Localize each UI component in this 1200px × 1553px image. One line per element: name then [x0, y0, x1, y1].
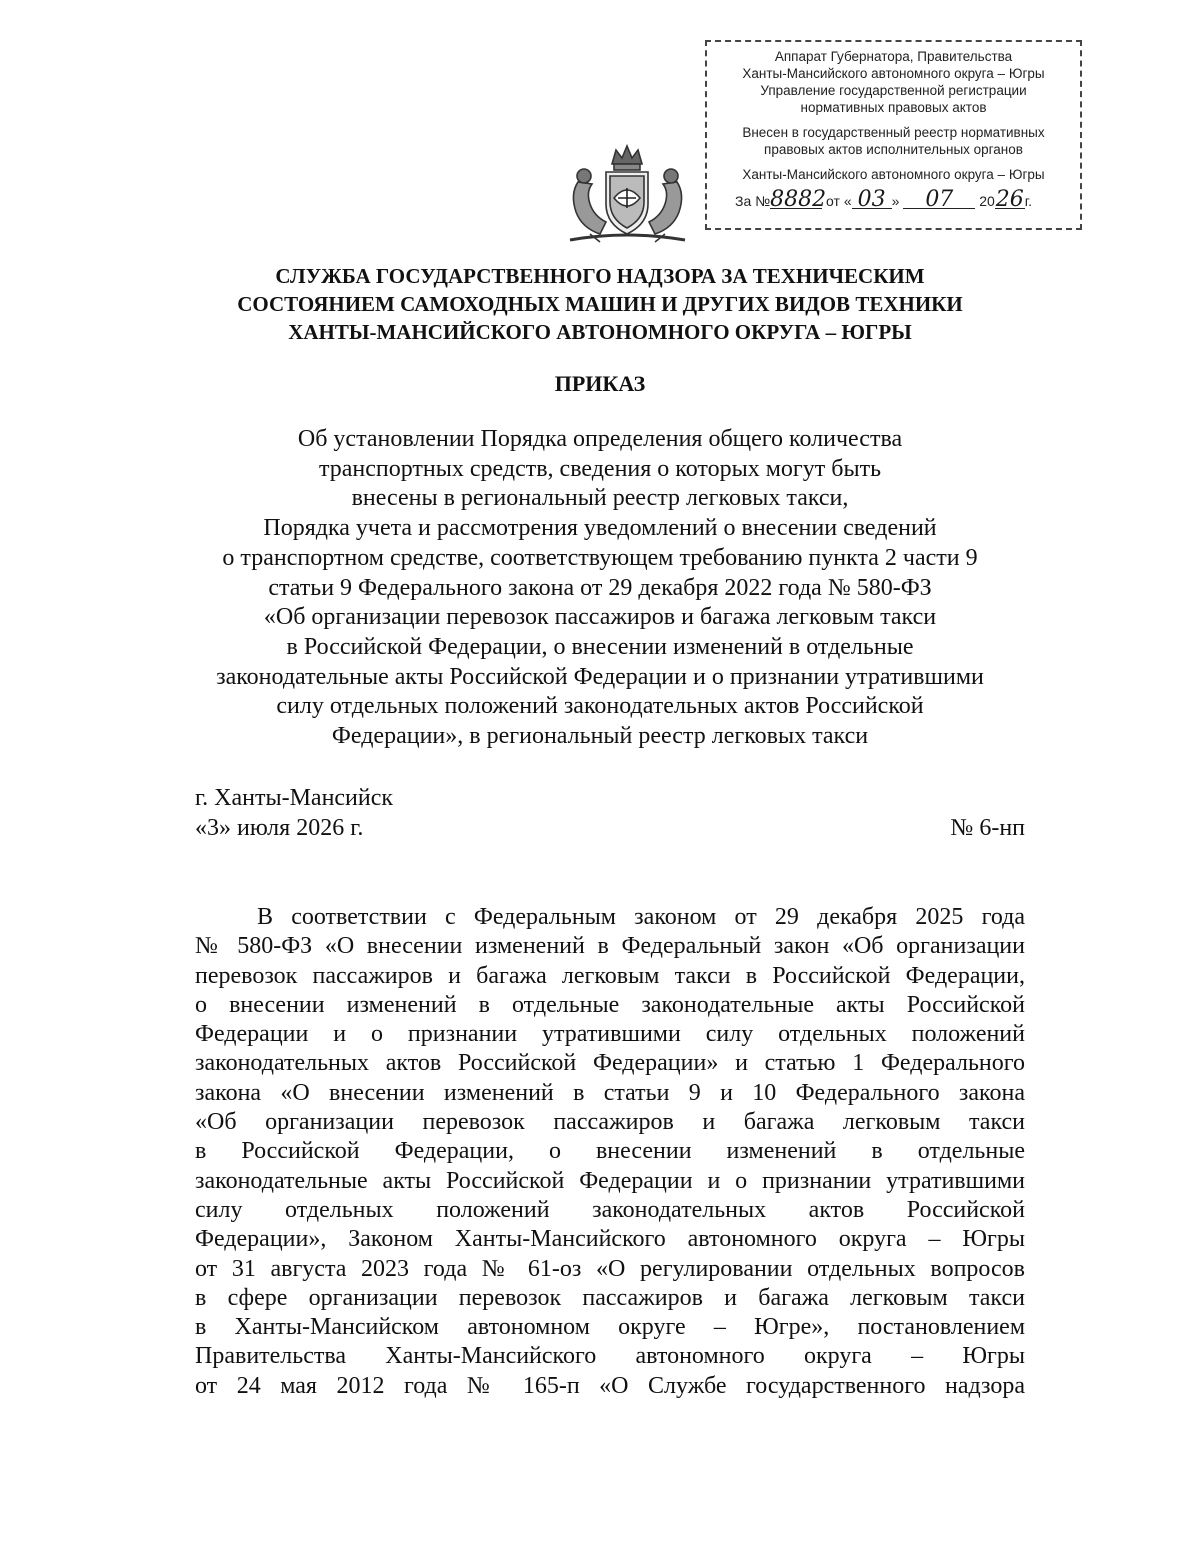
body-line: перевозок пассажиров и багажа легковым такси в Российской Федерации,: [195, 962, 1025, 989]
registration-stamp: [705, 40, 1082, 230]
stamp-reg-year-prefix: 20: [979, 193, 995, 209]
stamp-line: правовых актов исполнительных органов: [764, 142, 1023, 157]
body-line: Федерации и о признании утратившими силу отдельных положений: [195, 1021, 1025, 1048]
stamp-reg-year: 26: [995, 187, 1024, 212]
document-type: ПРИКАЗ: [554, 371, 646, 396]
stamp-reg-month: 07: [903, 191, 975, 209]
body-line: законодательных актов Российской Федерации» и статью 1 Федерального: [195, 1050, 1025, 1077]
subject-line: транспортных средств, сведения о которых могут быть: [318, 455, 882, 482]
authority-line: СОСТОЯНИЕМ САМОХОДНЫХ МАШИН И ДРУГИХ ВИДОВ ТЕХНИКИ: [237, 292, 963, 316]
body-line: в Ханты-Мансийском автономном округе – Югре», постановлением: [195, 1314, 1025, 1341]
body-line: закона «О внесении изменений в статьи 9 и 10 Федерального закона: [195, 1079, 1025, 1106]
stamp-line: Ханты-Мансийского автономного округа – Югры: [742, 66, 1045, 81]
body-line: Федерации», Законом Ханты-Мансийского автономного округа – Югры: [195, 1226, 1025, 1253]
body-line: силу отдельных положений законодательных актов Российской: [195, 1196, 1025, 1223]
body-line: от 24 мая 2012 года № 165-п «О Службе государственного надзора: [195, 1372, 1025, 1399]
subject-line: Об установлении Порядка определения общего количества: [297, 426, 903, 452]
coat-of-arms-icon: [560, 142, 695, 247]
subject-line: в Российской Федерации, о внесении изменений в отдельные: [286, 633, 914, 660]
subject-line: законодательные акты Российской Федерации и о признании утратившими: [216, 663, 984, 690]
stamp-line: Аппарат Губернатора, Правительства: [774, 49, 1013, 64]
body-line: о внесении изменений в отдельные законодательные акты Российской: [195, 991, 1025, 1018]
subject-line: Порядка учета и рассмотрения уведомлений о внесении сведений: [263, 515, 937, 542]
stamp-reg-sep: »: [891, 193, 900, 209]
body-line: «Об организации перевозок пассажиров и багажа легковым такси: [195, 1109, 1025, 1136]
body-line: В соответствии с Федеральным законом от 29 декабря 2025 года: [257, 904, 1025, 930]
stamp-line: Управление государственной регистрации: [760, 83, 1027, 98]
subject-line: силу отдельных положений законодательных актов Российской: [276, 693, 924, 720]
document-subject: [160, 425, 1040, 752]
issuing-authority: [160, 262, 1040, 346]
authority-line: ХАНТЫ-МАНСИЙСКОГО АВТОНОМНОГО ОКРУГА – ЮГРЫ: [288, 320, 912, 344]
stamp-reg-year-suffix: г.: [1024, 193, 1033, 209]
stamp-reg-prefix: За №: [735, 193, 771, 209]
document-date: «3» июля 2026 г.: [195, 815, 364, 841]
stamp-reg-from: от «: [826, 193, 852, 209]
body-line: № 580-ФЗ «О внесении изменений в Федеральный закон «Об организации: [195, 933, 1025, 960]
subject-line: о транспортном средстве, соответствующем требованию пункта 2 части 9: [222, 544, 978, 571]
body-line: законодательные акты Российской Федерации и о признании утратившими: [195, 1167, 1025, 1194]
stamp-reg-number: 8882: [770, 187, 827, 212]
subject-line: Федерации», в региональный реестр легковых такси: [331, 723, 869, 750]
document-place: г. Ханты-Мансийск: [195, 785, 394, 811]
subject-line: «Об организации перевозок пассажиров и багажа легковым такси: [263, 604, 937, 631]
document-body: [195, 903, 1025, 1401]
document-number: № 6-нп: [950, 815, 1025, 841]
body-line: в Российской Федерации, о внесении изменений в отдельные: [195, 1138, 1025, 1165]
authority-line: СЛУЖБА ГОСУДАРСТВЕННОГО НАДЗОРА ЗА ТЕХНИЧЕСКИМ: [275, 264, 925, 288]
stamp-line: нормативных правовых актов: [800, 100, 987, 115]
body-line: в сфере организации перевозок пассажиров и багажа легковым такси: [195, 1284, 1025, 1311]
stamp-line: Ханты-Мансийского автономного округа – Югры: [742, 167, 1045, 182]
subject-line: статьи 9 Федерального закона от 29 декабря 2022 года № 580-ФЗ: [268, 574, 932, 601]
subject-line: внесены в региональный реестр легковых такси,: [351, 485, 849, 512]
body-line: от 31 августа 2023 года № 61-оз «О регулировании отдельных вопросов: [195, 1255, 1025, 1282]
stamp-registration-line: [711, 187, 1076, 212]
stamp-line: Внесен в государственный реестр нормативных: [742, 125, 1045, 140]
body-line: Правительства Ханты-Мансийского автономного округа – Югры: [195, 1343, 1025, 1370]
stamp-reg-day: 03: [852, 191, 892, 209]
